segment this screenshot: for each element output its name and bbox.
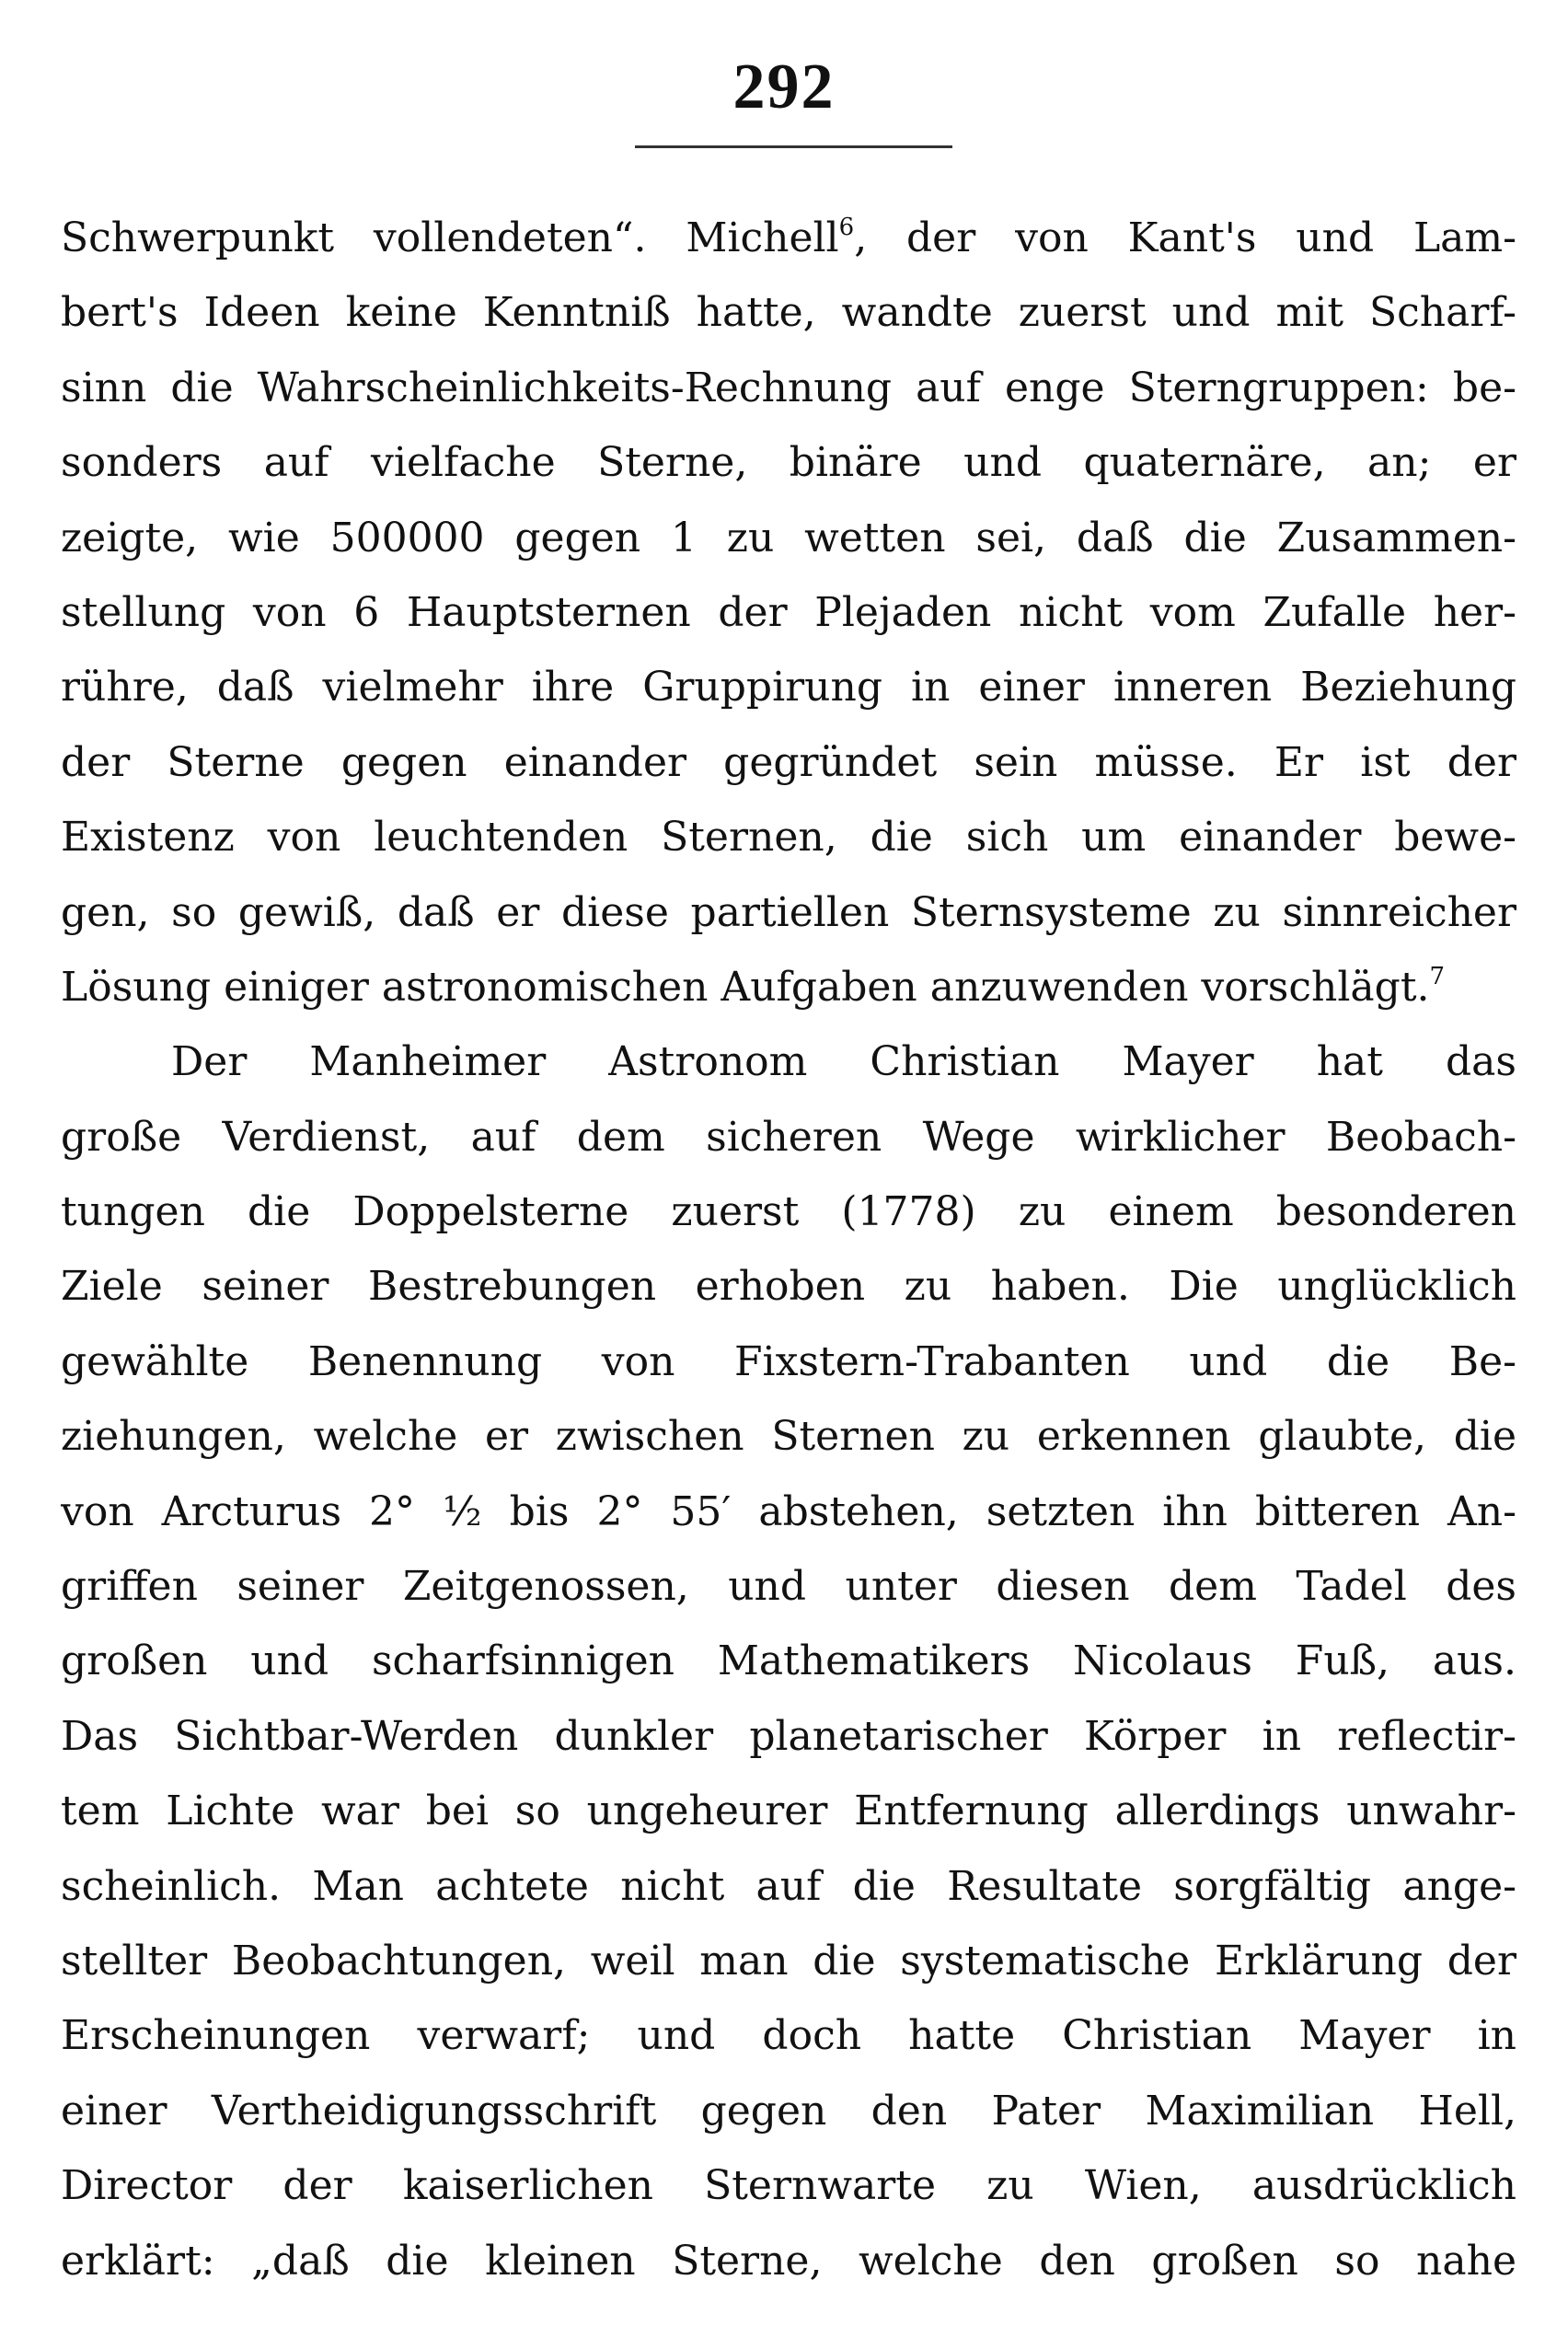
text-line bbox=[61, 800, 1516, 874]
line-text: tungen die Doppelsterne zuerst (1778) zu einem besonderen bbox=[61, 1188, 1516, 1236]
text-line bbox=[61, 1174, 1516, 1249]
line-text: einer Vertheidigungsschrift gegen den Pater Maximilian Hell, bbox=[61, 2087, 1516, 2135]
text-line bbox=[61, 201, 1516, 275]
text-line bbox=[61, 275, 1516, 350]
text-line bbox=[61, 425, 1516, 500]
line-text: zeigte, wie 500000 gegen 1 zu wetten sei, daß die Zusammen- bbox=[61, 514, 1516, 561]
footnote-marker: 7 bbox=[1429, 962, 1446, 990]
text-line bbox=[61, 2074, 1516, 2148]
text-line bbox=[61, 1024, 1516, 1099]
text-line bbox=[61, 1924, 1516, 1998]
line-text: Existenz von leuchtenden Sternen, die sich um einander bewe- bbox=[61, 814, 1516, 862]
line-text: ziehungen, welche er zwischen Sternen zu erkennen glaubte, die bbox=[61, 1413, 1516, 1461]
line-text: Das Sichtbar-Werden dunkler planetarischer Körper in reflectir- bbox=[61, 1712, 1516, 1760]
line-text: bert's Ideen keine Kenntniß hatte, wandte zuerst und mit Scharf- bbox=[61, 289, 1516, 337]
text-line bbox=[61, 650, 1516, 724]
text-line bbox=[61, 575, 1516, 650]
line-text: tem Lichte war bei so ungeheurer Entfernung allerdings unwahr- bbox=[61, 1788, 1516, 1835]
line-text: stellung von 6 Hauptsternen der Plejaden nicht vom Zufalle her- bbox=[61, 588, 1516, 636]
text-line bbox=[61, 2224, 1516, 2298]
text-line bbox=[61, 351, 1516, 425]
line-text: der Sterne gegen einander gegründet sein müsse. Er ist der bbox=[61, 738, 1516, 786]
text-line bbox=[61, 1624, 1516, 1698]
footnote-marker: 6 bbox=[838, 214, 855, 241]
text-line bbox=[61, 1699, 1516, 1774]
line-text: rühre, daß vielmehr ihre Gruppirung in einer inneren Beziehung bbox=[61, 664, 1516, 712]
text-line bbox=[61, 875, 1516, 950]
line-text: Schwerpunkt vollendeten“. Michell bbox=[61, 214, 839, 261]
text-line bbox=[61, 501, 1516, 575]
line-text: griffen seiner Zeitgenossen, und unter diesen dem Tadel des bbox=[61, 1563, 1516, 1611]
line-text: sonders auf vielfache Sterne, binäre und quaternäre, an; er bbox=[61, 439, 1516, 487]
body-text bbox=[61, 201, 1516, 2298]
line-text: gewählte Benennung von Fixstern-Trabanten und die Be- bbox=[61, 1337, 1516, 1385]
line-text: Ziele seiner Bestrebungen erhoben zu haben. Die unglücklich bbox=[61, 1263, 1516, 1311]
line-text: Lösung einiger astronomischen Aufgaben anzuwenden vorschlägt. bbox=[61, 963, 1430, 1011]
text-line bbox=[61, 1325, 1516, 1399]
line-text: gen, so gewiß, daß er diese partiellen Sternsysteme zu sinnreicher bbox=[61, 888, 1516, 936]
line-text: von Arcturus 2° ½ bis 2° 55′ abstehen, setzten ihn bitteren An- bbox=[61, 1487, 1516, 1535]
header-rule bbox=[635, 145, 952, 148]
text-line bbox=[61, 1100, 1516, 1174]
text-line bbox=[61, 1549, 1516, 1624]
line-text: erklärt: „daß die kleinen Sterne, welche den großen so nahe bbox=[61, 2237, 1516, 2285]
line-text: stellter Beobachtungen, weil man die systematische Erklärung der bbox=[61, 1937, 1516, 1984]
line-text: Director der kaiserlichen Sternwarte zu Wien, ausdrücklich bbox=[61, 2162, 1516, 2210]
text-line bbox=[61, 1849, 1516, 1924]
line-text: scheinlich. Man achtete nicht auf die Resultate sorgfältig ange- bbox=[61, 1862, 1516, 1910]
text-line bbox=[61, 1475, 1516, 1549]
line-text: Der Manheimer Astronom Christian Mayer hat das bbox=[171, 1038, 1516, 1086]
page-number: 292 bbox=[732, 52, 836, 122]
text-line bbox=[61, 2148, 1516, 2223]
text-line bbox=[61, 1998, 1516, 2073]
text-line bbox=[61, 1249, 1516, 1324]
line-text: große Verdienst, auf dem sicheren Wege wirklicher Beobach- bbox=[61, 1113, 1516, 1161]
line-text: Erscheinungen verwarf; und doch hatte Christian Mayer in bbox=[61, 2012, 1516, 2060]
line-text-continued: , der von Kant's und Lam- bbox=[854, 214, 1516, 261]
text-line bbox=[61, 1774, 1516, 1848]
line-text: großen und scharfsinnigen Mathematikers Nicolaus Fuß, aus. bbox=[61, 1637, 1516, 1685]
line-text: sinn die Wahrscheinlichkeits-Rechnung auf enge Sterngruppen: be- bbox=[61, 364, 1516, 411]
text-line bbox=[61, 950, 1516, 1024]
text-line bbox=[61, 725, 1516, 800]
text-line bbox=[61, 1399, 1516, 1474]
